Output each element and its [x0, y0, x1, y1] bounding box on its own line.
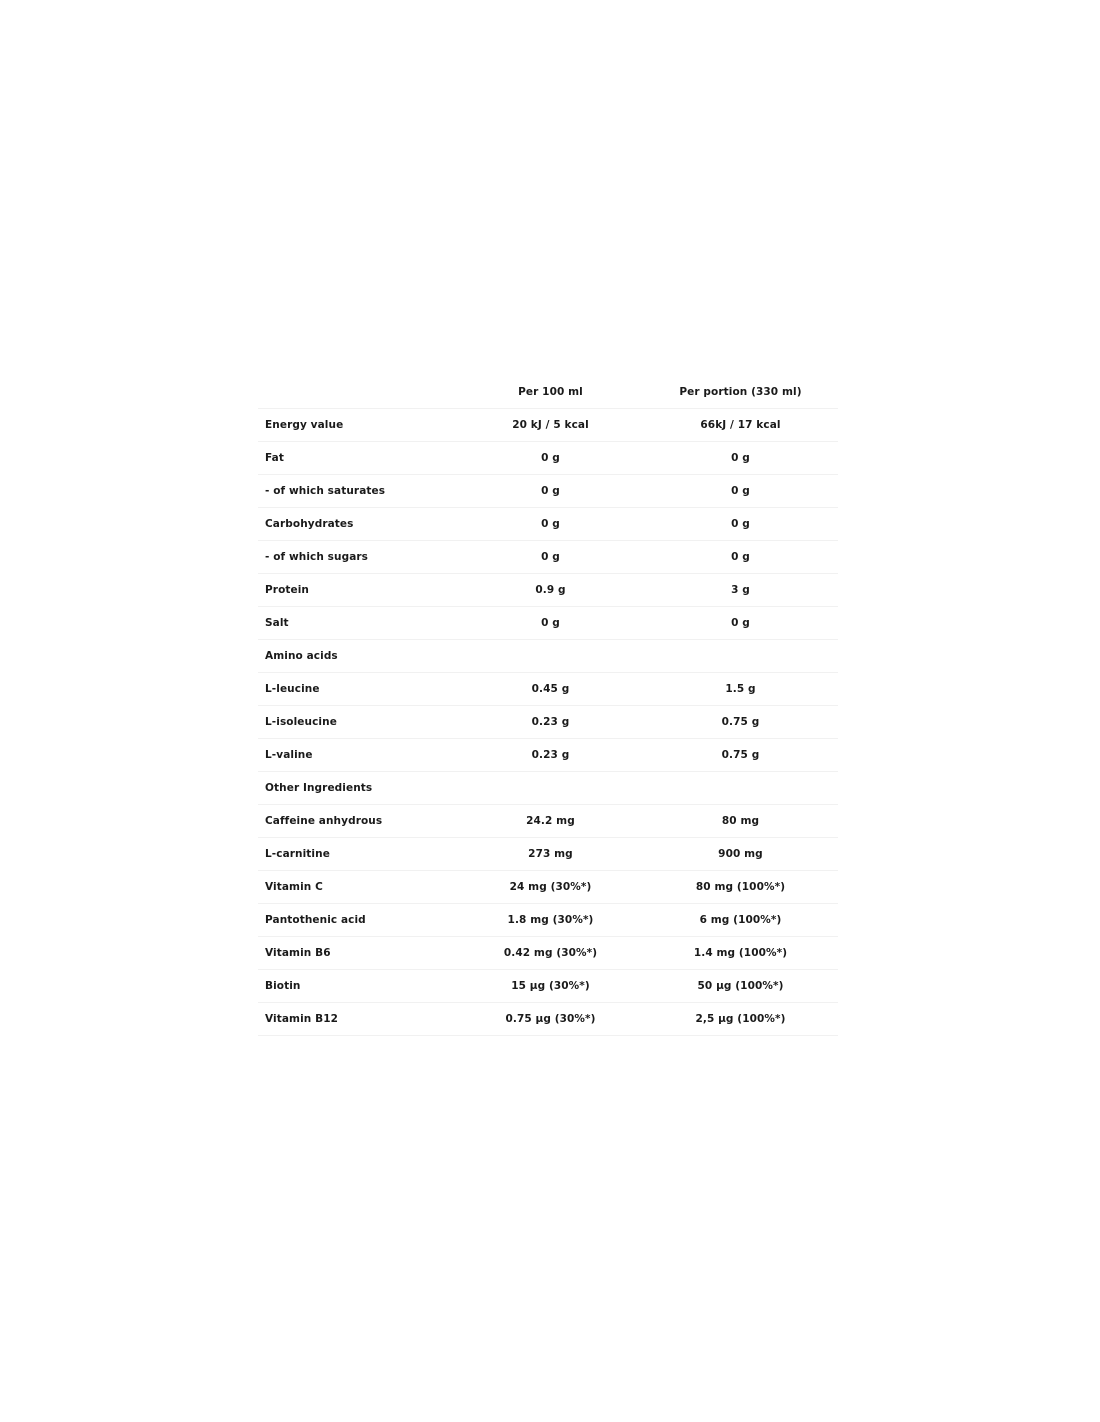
- header-per-portion: Per portion (330 ml): [643, 376, 838, 409]
- row-value-per-100ml: 1.8 mg (30%*): [458, 904, 643, 937]
- table-row: [258, 607, 838, 640]
- row-value-per-100ml: 24 mg (30%*): [458, 871, 643, 904]
- row-value-per-portion: 0 g: [643, 475, 838, 508]
- row-value-per-100ml: 0 g: [458, 508, 643, 541]
- table-row: [258, 772, 838, 805]
- row-label: Biotin: [258, 970, 458, 1003]
- row-label: - of which saturates: [258, 475, 458, 508]
- row-label: Fat: [258, 442, 458, 475]
- table-row: [258, 574, 838, 607]
- row-label: Amino acids: [258, 640, 458, 673]
- row-label: Vitamin C: [258, 871, 458, 904]
- row-value-per-100ml: 24.2 mg: [458, 805, 643, 838]
- row-value-per-portion: 0 g: [643, 607, 838, 640]
- table-row: [258, 508, 838, 541]
- table-row: [258, 805, 838, 838]
- header-label: [258, 376, 458, 409]
- row-label: Pantothenic acid: [258, 904, 458, 937]
- row-label: Energy value: [258, 409, 458, 442]
- row-value-per-portion: [643, 640, 838, 673]
- row-value-per-portion: 6 mg (100%*): [643, 904, 838, 937]
- row-value-per-portion: 80 mg (100%*): [643, 871, 838, 904]
- table-row: [258, 442, 838, 475]
- row-value-per-100ml: 0.42 mg (30%*): [458, 937, 643, 970]
- row-label: Other Ingredients: [258, 772, 458, 805]
- table-row: [258, 937, 838, 970]
- row-value-per-100ml: 20 kJ / 5 kcal: [458, 409, 643, 442]
- table-row: [258, 838, 838, 871]
- row-value-per-portion: 80 mg: [643, 805, 838, 838]
- row-value-per-portion: 0 g: [643, 541, 838, 574]
- row-value-per-portion: 0.75 g: [643, 706, 838, 739]
- nutrition-table: [258, 376, 838, 1036]
- row-label: L-carnitine: [258, 838, 458, 871]
- nutrition-table-header: [258, 376, 838, 409]
- row-value-per-100ml: 0.23 g: [458, 739, 643, 772]
- table-row: [258, 706, 838, 739]
- row-value-per-portion: 1.5 g: [643, 673, 838, 706]
- row-value-per-100ml: 0.45 g: [458, 673, 643, 706]
- row-label: L-leucine: [258, 673, 458, 706]
- row-label: Carbohydrates: [258, 508, 458, 541]
- row-value-per-100ml: 0.23 g: [458, 706, 643, 739]
- row-label: L-valine: [258, 739, 458, 772]
- row-value-per-portion: 3 g: [643, 574, 838, 607]
- row-label: Vitamin B6: [258, 937, 458, 970]
- table-row: [258, 673, 838, 706]
- row-value-per-portion: 0 g: [643, 508, 838, 541]
- row-value-per-portion: 50 µg (100%*): [643, 970, 838, 1003]
- row-label: Vitamin B12: [258, 1003, 458, 1036]
- row-value-per-100ml: [458, 772, 643, 805]
- row-value-per-100ml: 15 µg (30%*): [458, 970, 643, 1003]
- row-value-per-100ml: 0 g: [458, 541, 643, 574]
- row-value-per-100ml: [458, 640, 643, 673]
- row-label: - of which sugars: [258, 541, 458, 574]
- table-row: [258, 640, 838, 673]
- row-label: Protein: [258, 574, 458, 607]
- row-value-per-100ml: 0 g: [458, 607, 643, 640]
- row-value-per-portion: 2,5 µg (100%*): [643, 1003, 838, 1036]
- table-row: [258, 1003, 838, 1036]
- row-value-per-portion: 0 g: [643, 442, 838, 475]
- header-per-100ml: Per 100 ml: [458, 376, 643, 409]
- row-value-per-portion: 900 mg: [643, 838, 838, 871]
- row-value-per-100ml: 0.9 g: [458, 574, 643, 607]
- table-row: [258, 970, 838, 1003]
- table-row: [258, 541, 838, 574]
- table-row: [258, 739, 838, 772]
- table-row: [258, 409, 838, 442]
- row-value-per-portion: [643, 772, 838, 805]
- row-value-per-100ml: 0 g: [458, 475, 643, 508]
- table-row: [258, 475, 838, 508]
- row-value-per-100ml: 0 g: [458, 442, 643, 475]
- row-label: Caffeine anhydrous: [258, 805, 458, 838]
- row-value-per-portion: 1.4 mg (100%*): [643, 937, 838, 970]
- table-row: [258, 871, 838, 904]
- row-label: L-isoleucine: [258, 706, 458, 739]
- row-value-per-portion: 0.75 g: [643, 739, 838, 772]
- header-row: [258, 376, 838, 409]
- row-label: Salt: [258, 607, 458, 640]
- row-value-per-100ml: 273 mg: [458, 838, 643, 871]
- table-row: [258, 904, 838, 937]
- row-value-per-100ml: 0.75 µg (30%*): [458, 1003, 643, 1036]
- nutrition-table-body: [258, 409, 838, 1036]
- row-value-per-portion: 66kJ / 17 kcal: [643, 409, 838, 442]
